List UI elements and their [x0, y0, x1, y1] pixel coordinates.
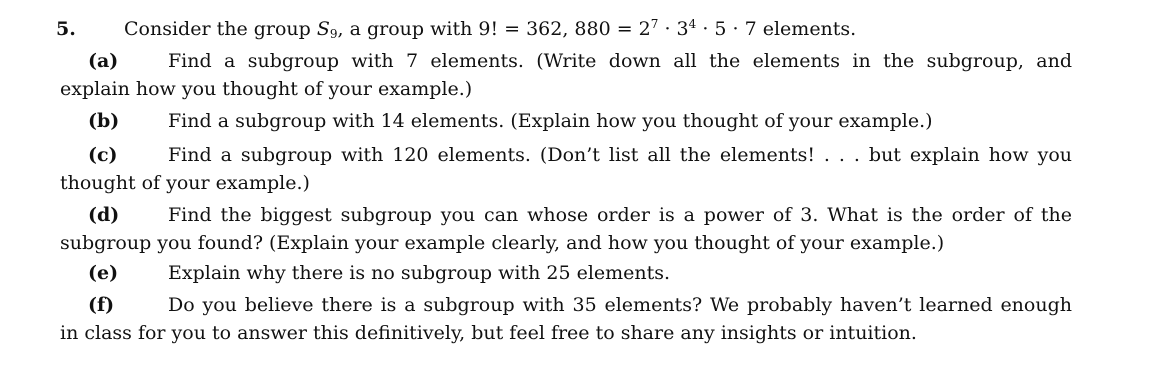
part-c-text-1: Find a subgroup with 120 elements. (Don’t list all the elements! . . . but explain how you [168, 144, 1072, 166]
part-f-text-2: in class for you to answer this definitively, but feel free to share any insights or intuition. [60, 322, 917, 344]
part-e-line1 [60, 258, 1072, 288]
part-f-text-1: Do you believe there is a subgroup with 35 elements? We probably haven’t learned enough [168, 294, 1072, 316]
part-d-line1 [60, 200, 1072, 228]
part-d-line2 [60, 228, 1072, 256]
part-d-label: (d) [88, 204, 120, 226]
part-d-text-1: Find the biggest subgroup you can whose order is a power of 3. What is the order of the [168, 204, 1072, 226]
problem-intro-line [56, 14, 1072, 44]
group-symbol: S [316, 18, 330, 40]
part-f-line1 [60, 290, 1072, 318]
part-a-label: (a) [88, 50, 119, 72]
part-c-line2 [60, 168, 1072, 196]
part-e-text-1: Explain why there is no subgroup with 25 elements. [168, 262, 671, 284]
part-a-line2 [60, 74, 1072, 102]
part-b-label: (b) [88, 110, 120, 132]
part-f-line2 [60, 318, 1072, 346]
problem-number: 5. [56, 18, 76, 40]
part-c-label: (c) [88, 144, 118, 166]
part-a-text-2: explain how you thought of your example.) [60, 78, 473, 100]
part-a-text-1: Find a subgroup with 7 elements. (Write down all the elements in the subgroup, and [168, 50, 1072, 72]
part-a-line1 [60, 46, 1072, 74]
part-c-line1 [60, 140, 1072, 168]
group-subscript: 9 [329, 27, 338, 41]
part-c-text-2: thought of your example.) [60, 172, 310, 194]
problem-block [56, 14, 1072, 346]
part-d-text-2: subgroup you found? (Explain your example clearly, and how you thought of your example.) [60, 232, 945, 254]
part-b-text-1: Find a subgroup with 14 elements. (Explain how you thought of your example.) [168, 110, 933, 132]
part-e-label: (e) [88, 262, 119, 284]
part-b-line1 [60, 106, 1072, 136]
part-f-label: (f) [88, 294, 115, 316]
problem-intro: Consider the group $S_9$, a group with 9! = 362, $880 = 2^7 \cdot 3^4 \cdot 5 \cdot 7$ elements. [124, 17, 857, 41]
